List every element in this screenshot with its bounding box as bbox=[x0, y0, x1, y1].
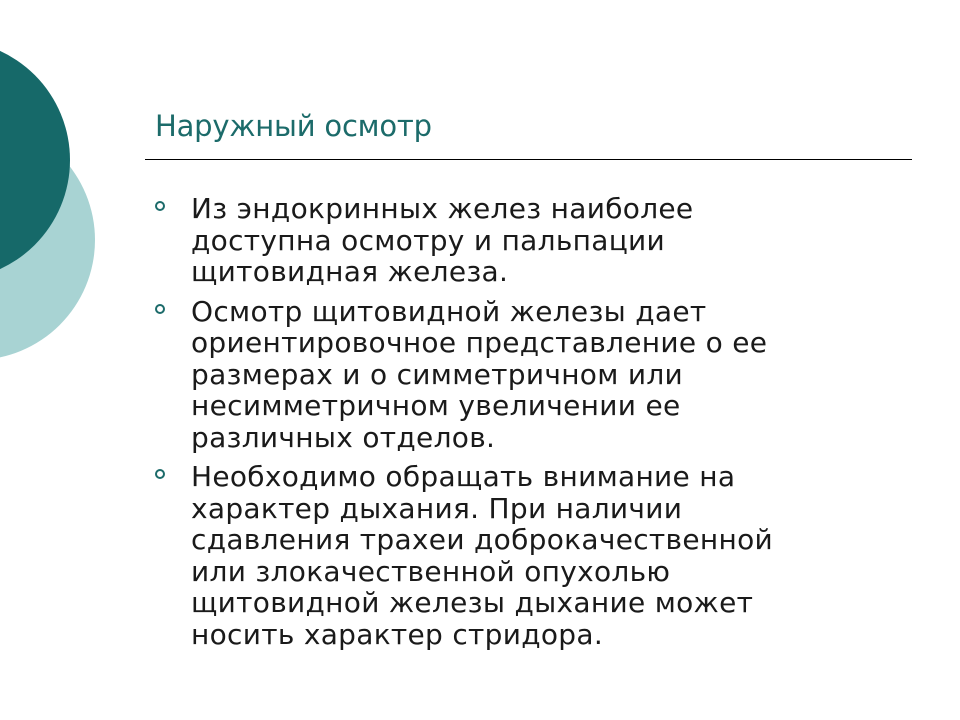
bullet-line: щитовидная железа. bbox=[191, 255, 509, 288]
title-divider bbox=[145, 159, 912, 160]
bullet-list bbox=[155, 193, 915, 658]
bullet-line: размерах и о симметричном или bbox=[191, 357, 684, 391]
bullet-line: ориентировочное представление о ее bbox=[191, 326, 768, 359]
hollow-circle-bullet-icon bbox=[155, 201, 165, 211]
bullet-line: сдавления трахеи доброкачественной bbox=[191, 523, 773, 556]
bullet-line: Из эндокринных желез наиболее bbox=[191, 192, 694, 225]
decorative-circles bbox=[0, 0, 130, 400]
bullet-text bbox=[191, 296, 915, 454]
bullet-line: щитовидной железы дыхание может bbox=[191, 586, 754, 619]
bullet-line: Необходимо обращать внимание на bbox=[191, 460, 736, 493]
bullet-item bbox=[155, 296, 915, 454]
bullet-item bbox=[155, 461, 915, 650]
hollow-circle-bullet-icon bbox=[155, 469, 165, 479]
bullet-text bbox=[191, 461, 915, 650]
bullet-line: или злокачественной опухолью bbox=[191, 554, 671, 588]
bullet-line: несимметричном увеличении ее bbox=[191, 389, 681, 422]
bullet-text bbox=[191, 193, 915, 288]
bullet-line: Осмотр щитовидной железы дает bbox=[191, 294, 707, 328]
hollow-circle-bullet-icon bbox=[155, 304, 165, 314]
bullet-line: доступна осмотру и пальпации bbox=[191, 223, 666, 257]
bullet-line: характер дыхания. При наличии bbox=[191, 491, 683, 525]
bullet-item bbox=[155, 193, 915, 288]
bullet-line: носить характер стридора. bbox=[191, 617, 604, 651]
bullet-line: различных отделов. bbox=[191, 420, 496, 454]
slide-title: Наружный осмотр bbox=[155, 109, 432, 143]
